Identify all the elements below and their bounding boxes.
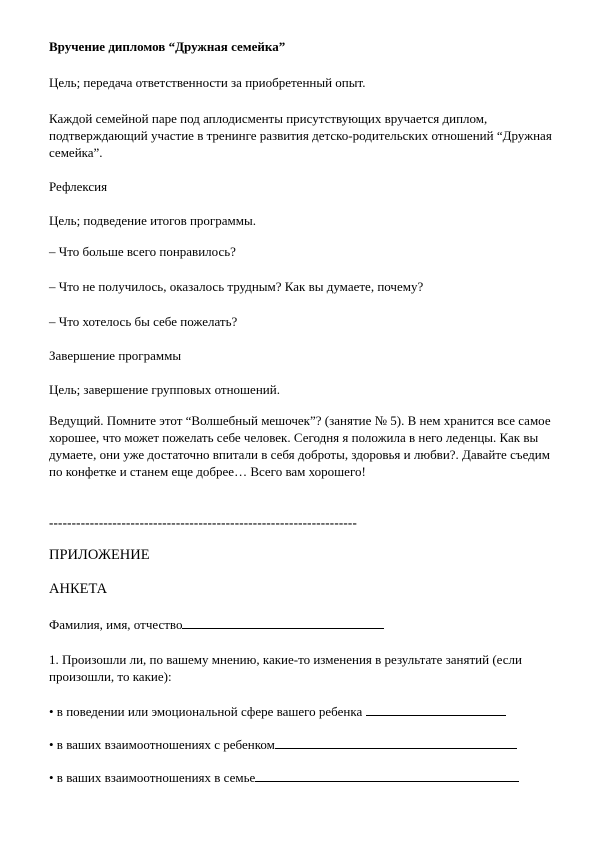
reflection-question-2: – Что не получилось, оказалось трудным? Как вы думаете, почему? [49,279,424,294]
bullet-label-2: • в ваших взаимоотношениях с ребенком [49,737,275,752]
name-label: Фамилия, имя, отчество [49,617,183,632]
bullet-family-relations [49,769,554,786]
answer-field-1[interactable] [366,703,506,716]
section-divider: -------------------------------------------------------------------- [49,515,357,530]
name-field[interactable] [182,616,384,629]
answer-field-2[interactable] [275,736,517,749]
reflection-heading: Рефлексия [49,179,108,194]
bullet-child-behaviour [49,703,554,720]
finish-body: Ведущий. Помните этот “Волшебный мешочек”? (занятие № 5). В нем хранится все самое хорошее, что может пожелать себе человек. Сегодня я положила в него леденцы. Как вы думаете, они уже достаточно впитали в себя доброты, здоровья и любви?. Давайте съедим по конфетке и станем еще добрее… Всего вам хорошего! [49,413,551,479]
diplomas-goal: Цель; передача ответственности за приобретенный опыт. [49,75,366,90]
bullet-label-1: • в поведении или эмоциональной сфере вашего ребенка [49,704,363,719]
diplomas-body: Каждой семейной паре под аплодисменты присутствующих вручается диплом, подтверждающий участие в тренинге развития детско-родительских отношений “Дружная семейка”. [49,111,552,160]
bullet-child-relations [49,736,554,753]
appendix-heading: ПРИЛОЖЕНИЕ [49,547,150,563]
finish-heading: Завершение программы [49,348,182,363]
reflection-question-1: – Что больше всего понравилось? [49,244,236,259]
answer-field-3[interactable] [255,769,519,782]
bullet-label-3: • в ваших взаимоотношениях в семье [49,770,256,785]
name-line [49,616,554,633]
finish-goal: Цель; завершение групповых отношений. [49,382,280,397]
reflection-goal: Цель; подведение итогов программы. [49,213,256,228]
questionnaire-heading: АНКЕТА [49,581,108,597]
diplomas-heading: Вручение дипломов “Дружная семейка” [49,39,286,54]
reflection-question-3: – Что хотелось бы себе пожелать? [49,314,238,329]
question-1: 1. Произошли ли, по вашему мнению, какие-то изменения в результате занятий (если произошли, то какие): [49,652,522,684]
